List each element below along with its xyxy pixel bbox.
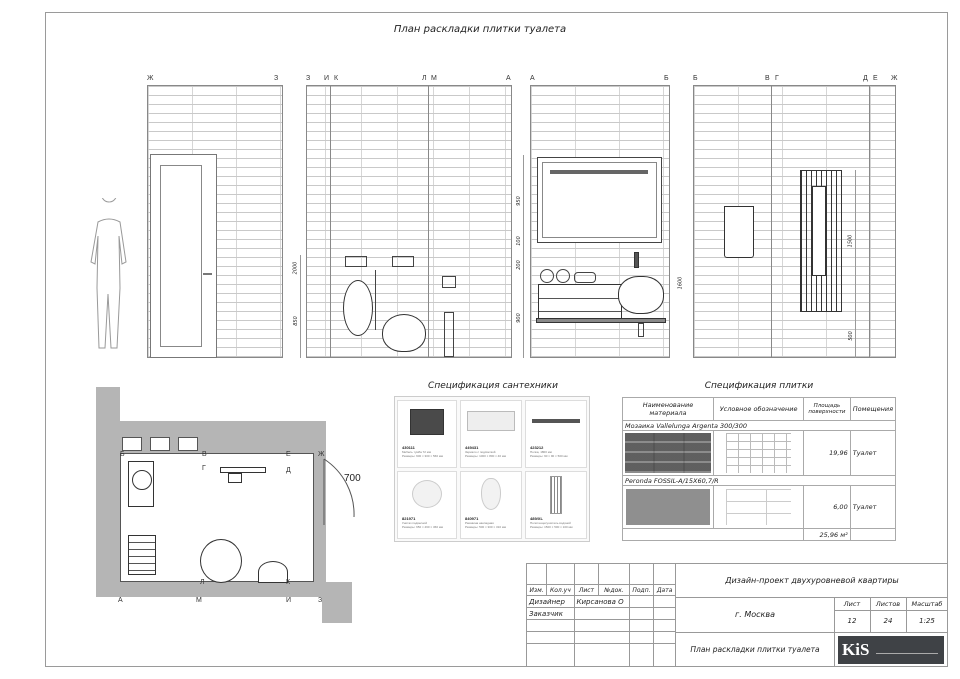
tile-pattern-mosaic (713, 431, 803, 476)
project-name: Дизайн-проект двухуровневой квартиры (725, 576, 899, 585)
tile-spec-header: Условное обозначение (713, 398, 803, 421)
axis-label: Ж (891, 75, 898, 82)
product-card-toilet: 821971 Унитаз подвесной Размеры: 650 × 460 × 360 мм (397, 471, 457, 539)
door-swing (322, 457, 356, 527)
tile-swatch-fossil (623, 486, 714, 529)
designer-name: Кирсанова О (574, 596, 629, 608)
washing-machine (128, 461, 154, 507)
axis-label: Г (775, 75, 779, 82)
flush-plate (345, 256, 367, 267)
plan-label: Г (202, 465, 206, 472)
towel-stack (128, 535, 156, 575)
axis-label: М (431, 75, 437, 82)
window-opening (122, 437, 142, 451)
plan-label: З (318, 597, 323, 604)
sheet-header: Лист (843, 600, 861, 608)
wall-hatch (96, 387, 120, 597)
door-width-label: 700 (344, 473, 361, 484)
product-card-shelf: 423212 Полка, 1800 мм Размеры: 90 × 90 × 500 мм (525, 400, 587, 468)
axis-label: Е (873, 75, 878, 82)
product-card-sink: 840971 Раковина накладная Размеры: 500 × 300 × 310 мм (460, 471, 522, 539)
dimension-line (300, 255, 301, 358)
window-opening (150, 437, 170, 451)
scale-header: Масштаб (911, 600, 943, 608)
faucet (634, 252, 639, 268)
tile-spec-header: Помещения (850, 398, 895, 421)
company-logo (838, 636, 944, 664)
product-card-mirror: 449431 Зеркало с подсветкой Размеры: 1000 × 800 × 40 мм (460, 400, 522, 468)
tb-divider (834, 610, 948, 611)
door-handle (203, 273, 212, 275)
product-card-vanity: 430111 Мебель тумба 72 мм Размеры: 600 × 300 × 560 мм (397, 400, 457, 468)
paper-holder (442, 276, 456, 288)
axis-label: Б (693, 75, 698, 82)
door (150, 154, 217, 358)
dimension-label: 2000 (292, 261, 299, 275)
axis-label: Ж (147, 75, 154, 82)
dimension-label: 1600 (677, 276, 684, 290)
axis-label: А (506, 75, 511, 82)
plan-label: М (196, 597, 202, 604)
wall-hatch (96, 387, 120, 405)
dimension-label: 500 (847, 331, 854, 341)
wall-hatch (322, 587, 352, 623)
radiator-towel (812, 186, 826, 276)
tile-spec-material: Мозаика Vallelunga Argenta 300/300 (623, 421, 896, 431)
axis-label: З (274, 75, 279, 82)
plan-label: Ж (318, 451, 325, 458)
corner-line (869, 85, 870, 358)
axis-label: З (306, 75, 311, 82)
logo-text: KiS (842, 640, 870, 659)
plan-label: Д (286, 467, 291, 474)
floor-toilet (382, 314, 426, 352)
tb-divider (676, 597, 948, 598)
axis-label: В (765, 75, 770, 82)
mirror-light-strip (550, 170, 648, 174)
plan-label: К (286, 579, 291, 586)
drawing-name: План раскладки плитки туалета (690, 645, 820, 654)
tile-area: 6,00 (804, 486, 851, 529)
tile-room: Туалет (850, 486, 895, 529)
axis-label: Д (863, 75, 868, 82)
plan-label: В (202, 451, 207, 458)
axis-label: Л (422, 75, 427, 82)
plumbing-spec-title: Спецификация сантехники (428, 381, 558, 391)
tile-spec-material: Peronda FOSSIL-A/15X60,7/R (623, 476, 896, 486)
led-mirror (537, 157, 662, 243)
dimension-label: 900 (515, 313, 522, 323)
window-opening (178, 437, 198, 451)
tb-header: Подп. (629, 585, 654, 596)
sheet-number: 12 (847, 617, 857, 625)
plan-label: Л (200, 579, 205, 586)
axis-label: К (334, 75, 339, 82)
corner-line (771, 85, 772, 358)
dimension-label: 850 (292, 316, 299, 326)
sheets-header: Листов (875, 600, 901, 608)
designer-label: Дизайнер (527, 596, 575, 608)
axis-label: И (324, 75, 330, 82)
plan-label: И (286, 597, 292, 604)
wall-toilet (343, 280, 373, 336)
bidet-plan (258, 561, 288, 583)
plan-label: Б (120, 451, 125, 458)
countertop (536, 318, 666, 323)
customer-label: Заказчик (527, 608, 575, 620)
tile-pattern-fossil (713, 486, 803, 529)
tile-spec-table (622, 397, 896, 541)
page-title: План раскладки плитки туалета (393, 24, 567, 35)
toilet-brush (444, 312, 454, 357)
human-silhouette (84, 198, 134, 358)
product-card-radiator: 489/XL Полотенцесушитель водяной Размеры: 1500 × 500 × 100 мм (525, 471, 587, 539)
axis-label: А (530, 75, 535, 82)
tile-spec-title: Спецификация плитки (704, 381, 814, 391)
title-block-left (526, 563, 676, 667)
tb-header: Изм. (527, 585, 547, 596)
sink-drain (638, 323, 644, 337)
city: г. Москва (735, 610, 775, 619)
corner-line (428, 85, 429, 358)
tile-swatch-mosaic (623, 431, 714, 476)
hanging-towel (724, 206, 754, 258)
radiator-plan (220, 467, 266, 473)
wall-hatch (96, 582, 352, 597)
sheets-total: 24 (883, 617, 893, 625)
plan-label: Е (286, 451, 291, 458)
towels-shelf (538, 266, 598, 284)
tile-spec-header: Площадь поверхности (804, 398, 851, 421)
vessel-sink (618, 276, 664, 314)
axis-label: Б (664, 75, 669, 82)
flush-plate (392, 256, 414, 267)
toilet-plan (200, 539, 242, 583)
bidet-shower-hose (375, 270, 379, 330)
tile-spec-header: Наименование материала (623, 398, 714, 421)
dimension-label: 200 (515, 260, 522, 270)
vanity-cabinet (538, 284, 622, 322)
tb-header: №док. (599, 585, 629, 596)
plan-label: А (118, 597, 123, 604)
tile-room: Туалет (850, 431, 895, 476)
tb-header: Лист (574, 585, 599, 596)
tile-total-area: 25,96 м² (804, 529, 851, 541)
dimension-line (523, 155, 524, 358)
tile-area: 19,96 (804, 431, 851, 476)
scale-value: 1:25 (919, 617, 935, 625)
dimension-label: 100 (515, 236, 522, 246)
tb-divider (676, 632, 948, 633)
tb-header: Кол.уч (547, 585, 574, 596)
faucet-plan (228, 473, 242, 483)
tb-header: Дата (654, 585, 676, 596)
corner-line (330, 85, 331, 358)
dimension-line (855, 170, 856, 358)
floor-plan (96, 387, 361, 623)
dimension-label: 1500 (847, 234, 854, 248)
dimension-label: 950 (515, 196, 522, 206)
